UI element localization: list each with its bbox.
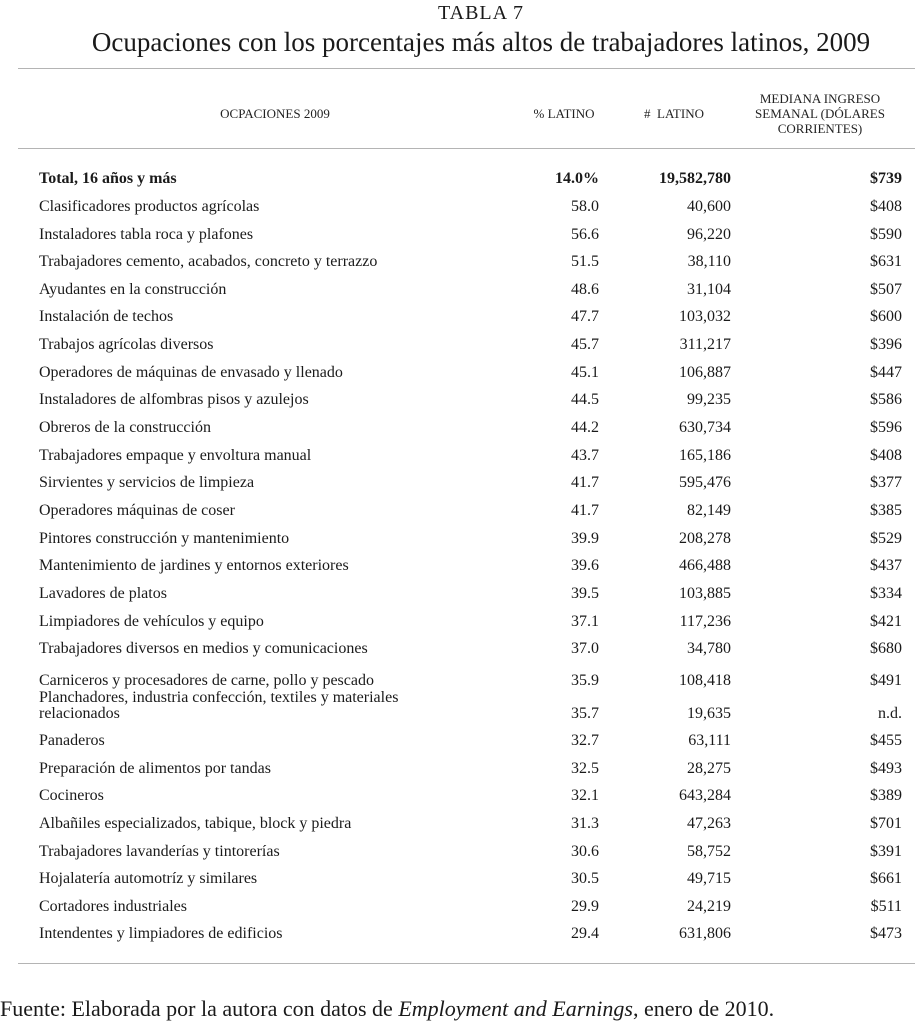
cell-occupation: Preparación de alimentos por tandas [39, 760, 271, 777]
cell-occupation: Panaderos [39, 732, 105, 749]
cell-pct: 35.9 [571, 672, 599, 689]
header-median-income-line1: MEDIANA INGRESO [759, 91, 881, 106]
cell-occupation: Trabajadores diversos en medios y comunicaciones [39, 640, 368, 657]
cell-occupation: Cocineros [39, 787, 104, 804]
source-note [0, 996, 774, 1022]
cell-income: $529 [870, 530, 902, 547]
cell-pct: 32.7 [571, 732, 599, 749]
cell-pct: 58.0 [571, 198, 599, 215]
cell-income: $600 [870, 308, 902, 325]
cell-num: 49,715 [687, 870, 731, 887]
cell-occupation: Obreros de la construcción [39, 419, 211, 436]
cell-occupation: Trabajadores cemento, acabados, concreto y terrazzo [39, 253, 378, 270]
cell-pct: 35.7 [571, 705, 599, 722]
header-occupation: OCPACIONES 2009 [220, 106, 330, 121]
cell-occupation: Limpiadores de vehículos y equipo [39, 613, 264, 630]
table-row [0, 786, 922, 814]
table-row [0, 390, 922, 418]
cell-pct: 14.0% [555, 170, 599, 187]
cell-pct: 32.5 [571, 760, 599, 777]
cell-num: 466,488 [679, 557, 731, 574]
cell-income: $507 [870, 281, 902, 298]
cell-income: $590 [870, 226, 902, 243]
table-row [0, 197, 922, 225]
table-row [0, 418, 922, 446]
cell-income: $493 [870, 760, 902, 777]
cell-pct: 44.5 [571, 391, 599, 408]
cell-occupation: Trabajos agrícolas diversos [39, 336, 214, 353]
table-label: TABLA 7 [438, 2, 524, 24]
cell-pct: 51.5 [571, 253, 599, 270]
table-row [0, 842, 922, 870]
cell-num: 82,149 [687, 502, 731, 519]
cell-income: $334 [870, 585, 902, 602]
table-row [0, 639, 922, 667]
cell-income: $389 [870, 787, 902, 804]
source-publication: Employment and Earnings [398, 996, 633, 1021]
table-row [0, 307, 922, 335]
table-row [0, 363, 922, 391]
cell-num: 106,887 [679, 364, 731, 381]
cell-income: n.d. [878, 705, 902, 722]
table-row [0, 335, 922, 363]
cell-num: 28,275 [687, 760, 731, 777]
table-row [0, 501, 922, 529]
cell-income: $680 [870, 640, 902, 657]
table-row [0, 556, 922, 584]
cell-num: 630,734 [679, 419, 731, 436]
cell-pct: 39.6 [571, 557, 599, 574]
table-row [0, 869, 922, 897]
table-row [0, 529, 922, 557]
cell-pct: 41.7 [571, 474, 599, 491]
header-median-income-line2: SEMANAL (DÓLARES [755, 106, 885, 121]
cell-income: $377 [870, 474, 902, 491]
cell-occupation: Operadores de máquinas de envasado y llenado [39, 364, 343, 381]
table-row [0, 814, 922, 842]
cell-num: 311,217 [679, 336, 731, 353]
cell-income: $511 [870, 898, 902, 915]
cell-occupation: Sirvientes y servicios de limpieza [39, 474, 255, 491]
cell-occupation: Planchadores, industria confección, textiles y materiales relacionados [39, 689, 399, 722]
cell-occupation: Trabajadores lavanderías y tintorerías [39, 843, 280, 860]
cell-pct: 41.7 [571, 502, 599, 519]
cell-income: $661 [870, 870, 902, 887]
cell-occupation: Intendentes y limpiadores de edificios [39, 925, 283, 942]
cell-pct: 43.7 [571, 447, 599, 464]
cell-occupation: Total, 16 años y más [39, 170, 177, 187]
cell-occupation: Lavadores de platos [39, 585, 167, 602]
cell-pct: 29.4 [571, 925, 599, 942]
cell-pct: 32.1 [571, 787, 599, 804]
cell-pct: 48.6 [571, 281, 599, 298]
cell-num: 19,582,780 [659, 170, 731, 187]
cell-income: $421 [870, 613, 902, 630]
cell-num: 108,418 [679, 672, 731, 689]
cell-pct: 30.5 [571, 870, 599, 887]
cell-occupation: Instaladores tabla roca y plafones [39, 226, 254, 243]
cell-income: $437 [870, 557, 902, 574]
cell-pct: 39.9 [571, 530, 599, 547]
cell-pct: 56.6 [571, 226, 599, 243]
cell-num: 34,780 [687, 640, 731, 657]
cell-income: $455 [870, 732, 902, 749]
source-prefix: Fuente: Elaborada por la autora con datos de [0, 996, 399, 1021]
cell-num: 99,235 [687, 391, 731, 408]
cell-income: $396 [870, 336, 902, 353]
table-row [0, 689, 922, 732]
cell-occupation: Cortadores industriales [39, 898, 187, 915]
cell-income: $491 [870, 672, 902, 689]
cell-num: 643,284 [679, 787, 731, 804]
cell-num: 117,236 [679, 613, 731, 630]
cell-pct: 37.1 [571, 613, 599, 630]
cell-num: 165,186 [679, 447, 731, 464]
cell-num: 103,885 [679, 585, 731, 602]
header-rule [18, 148, 915, 149]
header-median-income-line3: CORRIENTES) [777, 121, 863, 136]
cell-occupation: Instalación de techos [39, 308, 174, 325]
cell-pct: 47.7 [571, 308, 599, 325]
table-row [0, 446, 922, 474]
table-row [0, 924, 922, 952]
cell-income: $447 [870, 364, 902, 381]
table-row [0, 280, 922, 308]
table-row-total [0, 169, 922, 197]
cell-pct: 37.0 [571, 640, 599, 657]
cell-pct: 30.6 [571, 843, 599, 860]
cell-income: $408 [870, 447, 902, 464]
source-suffix: , enero de 2010. [632, 996, 775, 1021]
cell-num: 63,111 [688, 732, 731, 749]
table-row [0, 473, 922, 501]
cell-income: $473 [870, 925, 902, 942]
cell-occupation: Albañiles especializados, tabique, block y piedra [39, 815, 352, 832]
cell-pct: 39.5 [571, 585, 599, 602]
cell-income: $596 [870, 419, 902, 436]
cell-occupation: Hojalatería automotríz y similares [39, 870, 258, 887]
cell-income: $586 [870, 391, 902, 408]
cell-pct: 44.2 [571, 419, 599, 436]
table-row [0, 252, 922, 280]
cell-num: 208,278 [679, 530, 731, 547]
cell-num: 96,220 [687, 226, 731, 243]
cell-occupation: Trabajadores empaque y envoltura manual [39, 447, 312, 464]
table-row [0, 225, 922, 253]
cell-num: 631,806 [679, 925, 731, 942]
cell-income: $631 [870, 253, 902, 270]
table-row [0, 897, 922, 925]
table-row [0, 584, 922, 612]
cell-occupation: Operadores máquinas de coser [39, 502, 235, 519]
bottom-rule [18, 963, 915, 964]
cell-pct: 45.7 [571, 336, 599, 353]
header-pct-latino: % LATINO [533, 106, 595, 121]
header-num-latino: # LATINO [644, 106, 704, 121]
cell-num: 40,600 [687, 198, 731, 215]
cell-num: 24,219 [687, 898, 731, 915]
cell-num: 58,752 [687, 843, 731, 860]
top-rule [18, 68, 915, 69]
cell-income: $408 [870, 198, 902, 215]
cell-num: 31,104 [687, 281, 731, 298]
table-title: Ocupaciones con los porcentajes más altos de trabajadores latinos, 2009 [91, 27, 871, 57]
cell-occupation: Ayudantes en la construcción [39, 281, 227, 298]
cell-num: 595,476 [679, 474, 731, 491]
cell-occupation: Clasificadores productos agrícolas [39, 198, 260, 215]
cell-num: 47,263 [687, 815, 731, 832]
header-median-income [735, 91, 905, 136]
cell-income: $385 [870, 502, 902, 519]
cell-occupation: Carniceros y procesadores de carne, pollo y pescado [39, 672, 374, 689]
cell-pct: 29.9 [571, 898, 599, 915]
cell-occupation: Instaladores de alfombras pisos y azulejos [39, 391, 309, 408]
cell-num: 38,110 [687, 253, 731, 270]
cell-num: 103,032 [679, 308, 731, 325]
table-row [0, 731, 922, 759]
cell-income: $701 [870, 815, 902, 832]
cell-occupation: Pintores construcción y mantenimiento [39, 530, 290, 547]
cell-income: $739 [870, 170, 902, 187]
cell-occupation: Mantenimiento de jardines y entornos exteriores [39, 557, 349, 574]
cell-income: $391 [870, 843, 902, 860]
cell-num: 19,635 [687, 705, 731, 722]
cell-pct: 45.1 [571, 364, 599, 381]
table-row [0, 759, 922, 787]
table-row [0, 612, 922, 640]
cell-pct: 31.3 [571, 815, 599, 832]
